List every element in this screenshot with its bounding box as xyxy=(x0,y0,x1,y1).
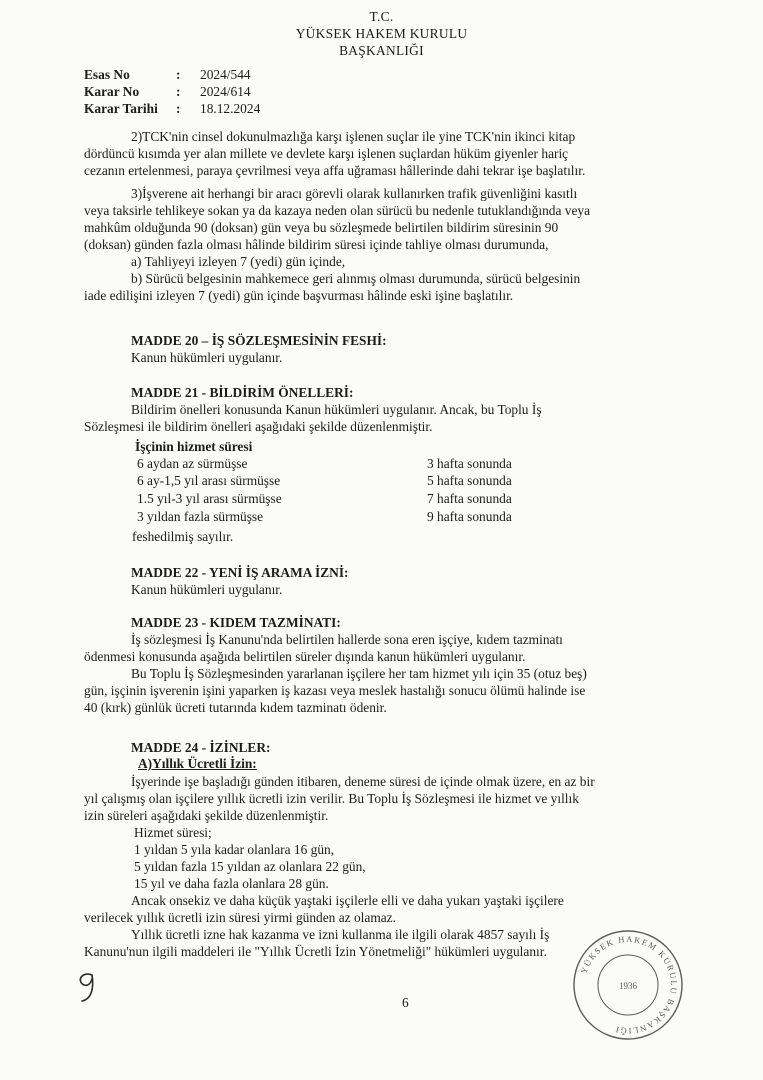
notice-duration: 1.5 yıl-3 yıl arası sürmüşse xyxy=(137,491,282,506)
paragraph-3 xyxy=(84,185,682,304)
svg-text:YÜKSEK HAKEM KURULU BAŞKANLIĞI: YÜKSEK HAKEM KURULU BAŞKANLIĞI xyxy=(578,933,680,1037)
paragraph-2 xyxy=(84,128,682,179)
meta-label: Karar Tarihi xyxy=(84,101,158,116)
text-line: İş sözleşmesi İş Kanunu'nda belirtilen hallerde sona eren işçiye, kıdem tazminatı xyxy=(131,632,563,647)
meta-value: 18.12.2024 xyxy=(200,101,261,116)
notice-duration: 6 aydan az sürmüşse xyxy=(137,456,248,471)
meta-row-esas xyxy=(84,66,260,83)
notice-duration: 3 yıldan fazla sürmüşse xyxy=(137,509,264,524)
article-24-title: MADDE 24 - İZİNLER: xyxy=(131,740,271,755)
notice-period: 5 hafta sonunda xyxy=(427,473,512,488)
meta-colon: : xyxy=(176,101,181,116)
article-23-title: MADDE 23 - KIDEM TAZMİNATI: xyxy=(131,615,341,630)
text-line: veya taksirle tehlikeye sokan ya da kazaya neden olan sürücü bu nedenle tutuklandığında veya xyxy=(84,203,591,218)
meta-colon: : xyxy=(176,67,181,82)
text-line: iade edilişini izleyen 7 (yedi) gün içinde başvurması hâlinde eski işine başlatılır. xyxy=(84,288,514,303)
article-24-subtitle: A)Yıllık Ücretli İzin: xyxy=(138,756,257,771)
article-21-body xyxy=(84,401,682,435)
page-number: 6 xyxy=(402,995,409,1010)
article-21-title: MADDE 21 - BİLDİRİM ÖNELLERİ: xyxy=(131,385,354,400)
text-line: Hizmet süresi; xyxy=(134,825,212,840)
text-line: Yıllık ücretli izne hak kazanma ve izni kullanma ile ilgili olarak 4857 sayılı İş xyxy=(131,927,550,942)
article-20-body: Kanun hükümleri uygulanır. xyxy=(131,350,283,365)
leave-item: 1 yıldan 5 yıla kadar olanlara 16 gün, xyxy=(134,842,335,857)
text-line: (doksan) günden fazla olması hâlinde bildirim süresi içinde tahliye olması durumunda, xyxy=(84,237,549,252)
text-line: verilecek yıllık ücretli izin süresi yirmi günden az olamaz. xyxy=(84,910,396,925)
header-tc: T.C. xyxy=(369,9,394,24)
svg-text:1936: 1936 xyxy=(619,981,637,991)
text-line: dördüncü kısımda yer alan millete ve devlete karşı işlenen suçlardan hüküm giyenler hariç xyxy=(84,146,569,161)
text-line: 3)İşverene ait herhangi bir aracı görevli olarak kullanırken trafik güvenliğini kasıtlı xyxy=(131,186,578,201)
article-23-body xyxy=(84,631,682,716)
case-metadata xyxy=(84,66,260,117)
header-office: BAŞKANLIĞI xyxy=(339,43,424,58)
text-line: ödenmesi konusunda aşağıda belirtilen süreler dışında kanun hükümleri uygulanır. xyxy=(84,649,526,664)
meta-label: Esas No xyxy=(84,67,130,82)
article-20-title: MADDE 20 – İŞ SÖZLEŞMESİNİN FESHİ: xyxy=(131,333,387,348)
text-line: 40 (kırk) günlük ücreti tutarında kıdem tazminatı ödenir. xyxy=(84,700,387,715)
meta-value: 2024/544 xyxy=(200,67,251,82)
leave-item: 15 yıl ve daha fazla olanlara 28 gün. xyxy=(134,876,329,891)
official-stamp xyxy=(568,925,688,1045)
text-line: Bildirim önelleri konusunda Kanun hükümleri uygulanır. Ancak, bu Toplu İş xyxy=(131,402,542,417)
meta-row-karar xyxy=(84,83,260,100)
notice-duration: 6 ay-1,5 yıl arası sürmüşse xyxy=(137,473,281,488)
text-line: Ancak onsekiz ve daha küçük yaştaki işçilerle elli ve daha yukarı yaştaki işçilere xyxy=(131,893,564,908)
notice-period: 9 hafta sonunda xyxy=(427,509,512,524)
notice-period: 7 hafta sonunda xyxy=(427,491,512,506)
notice-table-header: İşçinin hizmet süresi xyxy=(135,439,253,454)
meta-row-tarih xyxy=(84,100,260,117)
text-line: Kanunu'nun ilgili maddeleri ile "Yıllık Ücretli İzin Yönetmeliği" hükümleri uygulanır. xyxy=(84,944,547,959)
meta-value: 2024/614 xyxy=(200,84,251,99)
text-line: a) Tahliyeyi izleyen 7 (yedi) gün içinde, xyxy=(131,254,346,269)
text-line: gün, işçinin işverenin işini yaparken iş kazası veya meslek hastalığı sonucu ölümü halinde ise xyxy=(84,683,586,698)
text-line: b) Sürücü belgesinin mahkemece geri alınmış olması durumunda, sürücü belgesinin xyxy=(131,271,581,286)
text-line: İşyerinde işe başladığı günden itibaren, deneme süresi de içinde olmak üzere, en az bir xyxy=(131,774,595,789)
notice-footer: feshedilmiş sayılır. xyxy=(132,529,234,544)
text-line: cezanın ertelenmesi, paraya çevrilmesi veya affa uğraması hâllerinde dahi tekrar işe başlatılır. xyxy=(84,163,586,178)
text-line: izin süreleri aşağıdaki şekilde düzenlenmiştir. xyxy=(84,808,329,823)
leave-item: 5 yıldan fazla 15 yıldan az olanlara 22 gün, xyxy=(134,859,366,874)
notice-period: 3 hafta sonunda xyxy=(427,456,512,471)
header-institution: YÜKSEK HAKEM KURULU xyxy=(295,26,468,41)
meta-colon: : xyxy=(176,84,181,99)
article-22-title: MADDE 22 - YENİ İŞ ARAMA İZNİ: xyxy=(131,565,349,580)
meta-label: Karar No xyxy=(84,84,140,99)
text-line: yıl çalışmış olan işçilere yıllık ücretli izin verilir. Bu Toplu İş Sözleşmesi ile hizmet ve yıllık xyxy=(84,791,579,806)
text-line: Bu Toplu İş Sözleşmesinden yararlanan işçilere her tam hizmet yılı için 35 (otuz beş) xyxy=(131,666,587,681)
text-line: 2)TCK'nin cinsel dokunulmazlığa karşı işlenen suçlar ile yine TCK'nin ikinci kitap xyxy=(131,129,576,144)
article-22-body: Kanun hükümleri uygulanır. xyxy=(131,582,283,597)
text-line: mahkûm olduğunda 90 (doksan) gün veya bu sözleşmede belirtilen bildirim süresinin 90 xyxy=(84,220,559,235)
handwritten-initial xyxy=(68,965,108,1005)
text-line: Sözleşmesi ile bildirim önelleri aşağıdaki şekilde düzenlenmiştir. xyxy=(84,419,433,434)
